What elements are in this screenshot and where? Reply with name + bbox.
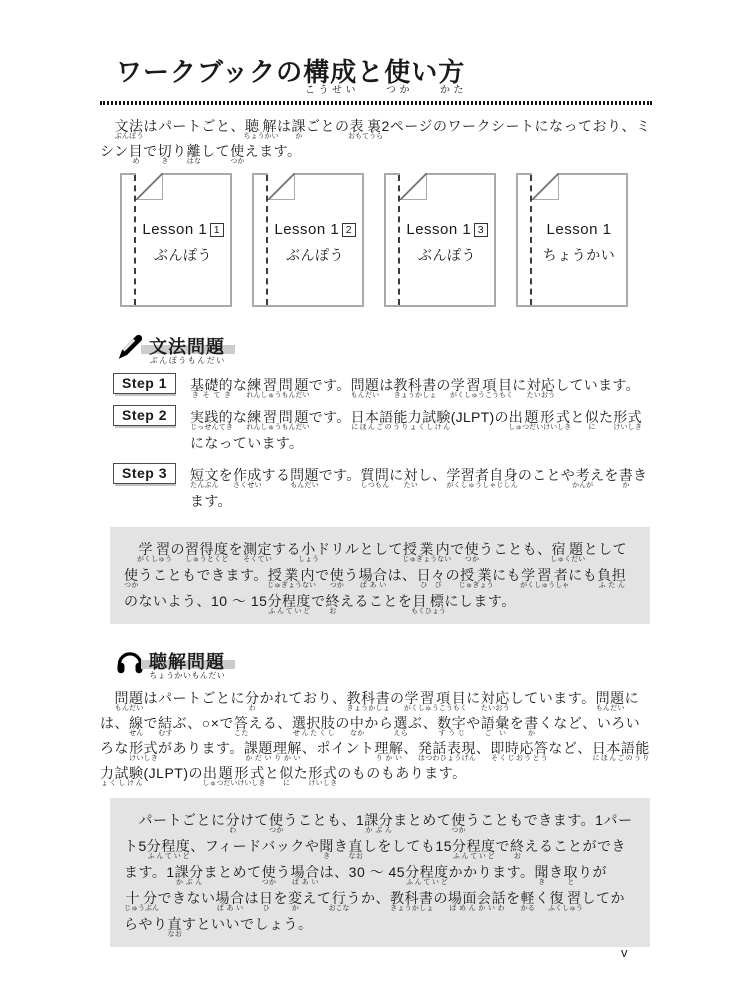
worksheet-card-listening (516, 173, 628, 307)
page-title: ワークブックの構成こうせいと使つかい方かた (116, 57, 466, 96)
step-3-text: 短文たんぶんを作成さくせいする問題もんだいです。質問しつもんに対たいし、学習者自身がくしゅうしゃじしんのことや考かんがえを書かきます。 (190, 467, 648, 509)
grammar-section-heading (115, 331, 652, 364)
worksheet-card-grammar-3 (384, 173, 496, 307)
card-subtitle: ぶんぽう (286, 247, 344, 263)
page-fold-icon (136, 173, 163, 200)
card-label (532, 221, 626, 265)
intro-paragraph: 文法ぶんぽうはパートごと、聴解ちょうかいは課かごとの表裏おもてうら2ページのワークシートになっており、ミシン目めで切きり離はなして使つかえます。 (100, 118, 651, 165)
card-subtitle: ちょうかい (542, 247, 616, 263)
card-number-box: 2 (342, 223, 355, 237)
listening-usage-note: パートごとに分わけて使つかうことも、1課分かぶんまとめて使つかうこともできます。1パート5分程度ふんていど、フィードバックや聞きき直なおしをしても15分程度ふんていどで終おえることができます。1課分かぶんまとめて使つかう場合ばあいは、30 ～ 45分程度ふんていどかかります。聞きき取とりが十分じゅうぶんできない場合ばあいは日ひを変かえて行おこなうか、教科書きょうかしょの場面会話ばめんかいわを軽かるく復習ふくしゅうしてからやり直なおすといいでしょう。 (110, 798, 650, 947)
step-row-3 (113, 462, 652, 514)
card-number-box: 3 (474, 223, 487, 237)
step-2-badge: Step 2 (113, 405, 176, 426)
page-number: v (621, 945, 628, 960)
worksheet-cards (120, 173, 652, 307)
card-lesson-title: Lesson 1 (546, 221, 612, 238)
grammar-steps (113, 372, 652, 514)
step-1-text: 基礎的きそてきな練習問題れんしゅうもんだいです。問題もんだいは教科書きょうかしょの学習項目がくしゅうこうもくに対応たいおうしています。 (190, 377, 640, 399)
step-1-badge: Step 1 (113, 373, 176, 394)
step-3-badge: Step 3 (113, 463, 176, 484)
step-row-2 (113, 404, 652, 456)
title-dotted-rule (100, 101, 652, 105)
worksheet-card-grammar-2 (252, 173, 364, 307)
content-column (100, 58, 652, 947)
card-label (400, 221, 494, 265)
card-label (268, 221, 362, 265)
page-fold-icon (400, 173, 427, 200)
card-lesson-title: Lesson 1 (406, 221, 472, 238)
page-fold-icon (268, 173, 295, 200)
page-fold-icon (532, 173, 559, 200)
grammar-section-title: 文法問題ぶんぽうもんだい (149, 337, 225, 365)
grammar-usage-note: 学習がくしゅうの習得度しゅうとくどを測定そくていする小しょうドリルとして授業内じゅぎょうないで使つかうことも、宿題しゅくだいとして使つかうこともできます。授業内じゅぎょうないで使つかう場合ばあいは、日々ひびの授業じゅぎょうにも学習者がくしゅうしゃにも負担ふたんのないよう、10 ～ 15分程度ふんていどで終おえることを目標もくひょうにします。 (110, 527, 650, 624)
card-subtitle: ぶんぽう (154, 247, 212, 263)
listening-section-title: 聴解問題ちょうかいもんだい (149, 652, 225, 680)
card-number-box: 1 (210, 223, 223, 237)
worksheet-card-grammar-1 (120, 173, 232, 307)
step-2-text: 実践的じっせんてきな練習問題れんしゅうもんだいです。日本語能力試験にほんごのうりょくしけん(JLPT)の出題形式しゅつだいけいしきと似にた形式けいしきになっています。 (190, 409, 642, 451)
step-row-1 (113, 372, 652, 398)
listening-section-heading (115, 646, 652, 679)
card-lesson-title: Lesson 1 (274, 221, 340, 238)
card-subtitle: ぶんぽう (418, 247, 476, 263)
listening-paragraph: 問題もんだいはパートごとに分わかれており、教科書きょうかしょの学習項目がくしゅうこうもくに対応たいおうしています。問題もんだいには、線せんで結むすぶ、○×で答こたえる、選択肢せんたくしの中なかから選えらぶ、数字すうじや語彙ごいを書かくなど、いろいろな形式けいしきがあります。課題理解かだいりかい、ポイント理解りかい、発話表現はつわひょうげん、即時応答そくじおうとうなど、日本語能力試験にほんごのうりょくしけん(JLPT)の出題形式しゅつだいけいしきと似にた形式けいしきのものもあります。 (100, 690, 650, 787)
card-label (136, 221, 230, 265)
card-lesson-title: Lesson 1 (142, 221, 208, 238)
